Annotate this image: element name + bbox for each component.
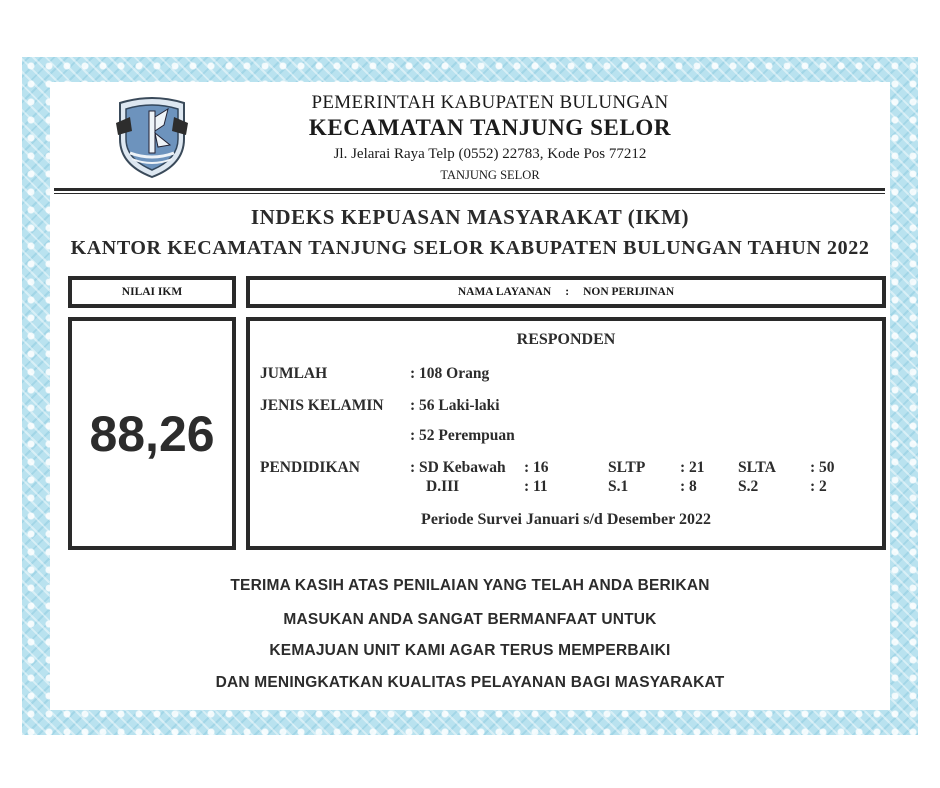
header-government: PEMERINTAH KABUPATEN BULUNGAN — [311, 92, 669, 113]
edu-sd-value: : 16 — [524, 459, 549, 476]
service-name-label: NAMA LAYANAN — [457, 286, 552, 298]
thanks-message-line-4: DAN MENINGKATKAN KUALITAS PELAYANAN BAGI MASYARAKAT — [215, 674, 725, 691]
thanks-message-line-1: TERIMA KASIH ATAS PENILAIAN YANG TELAH ANDA BERIKAN — [230, 577, 710, 594]
document-title: INDEKS KEPUASAN MASYARAKAT (IKM) — [250, 205, 690, 229]
edu-slta-value: : 50 — [810, 459, 835, 476]
header-divider-thick — [54, 188, 885, 191]
gender-female-value: : 52 Perempuan — [410, 427, 515, 444]
edu-s1-label: S.1 — [608, 478, 629, 495]
document-subtitle: KANTOR KECAMATAN TANJUNG SELOR KABUPATEN BULUNGAN TAHUN 2022 — [70, 237, 870, 259]
total-label: JUMLAH — [260, 365, 328, 382]
service-name-separator: : — [565, 286, 570, 298]
survey-period: Periode Survei Januari s/d Desember 2022 — [421, 511, 711, 528]
gender-label: JENIS KELAMIN — [260, 397, 384, 414]
edu-sd-label: : SD Kebawah — [410, 459, 506, 476]
respondents-title: RESPONDEN — [516, 331, 616, 348]
edu-d3-label: D.III — [426, 478, 460, 495]
ikm-score: 88,26 — [89, 405, 215, 462]
thanks-message-line-2: MASUKAN ANDA SANGAT BERMANFAAT UNTUK — [283, 611, 657, 628]
edu-sltp-value: : 21 — [680, 459, 705, 476]
education-label: PENDIDIKAN — [260, 459, 360, 476]
total-value: : 108 Orang — [410, 365, 490, 382]
header-city: TANJUNG SELOR — [440, 168, 540, 182]
ikm-label-box — [68, 276, 236, 308]
header-district: KECAMATAN TANJUNG SELOR — [308, 115, 672, 140]
gender-male-value: : 56 Laki-laki — [410, 397, 500, 414]
edu-s2-value: : 2 — [810, 478, 827, 495]
header-address: Jl. Jelarai Raya Telp (0552) 22783, Kode Pos 77212 — [333, 146, 647, 162]
edu-sltp-label: SLTP — [608, 459, 646, 476]
edu-s2-label: S.2 — [738, 478, 759, 495]
edu-d3-value: : 11 — [524, 478, 548, 495]
ikm-label: NILAI IKM — [121, 286, 183, 298]
bulungan-emblem-logo — [112, 95, 192, 179]
ikm-value-box — [68, 317, 236, 550]
respondents-box — [246, 317, 886, 550]
header-divider-thin — [54, 193, 885, 194]
service-name-value: NON PERIJINAN — [583, 286, 675, 298]
edu-s1-value: : 8 — [680, 478, 697, 495]
edu-slta-label: SLTA — [738, 459, 776, 476]
thanks-message-line-3: KEMAJUAN UNIT KAMI AGAR TERUS MEMPERBAIKI — [269, 642, 671, 659]
service-name-box — [246, 276, 886, 308]
